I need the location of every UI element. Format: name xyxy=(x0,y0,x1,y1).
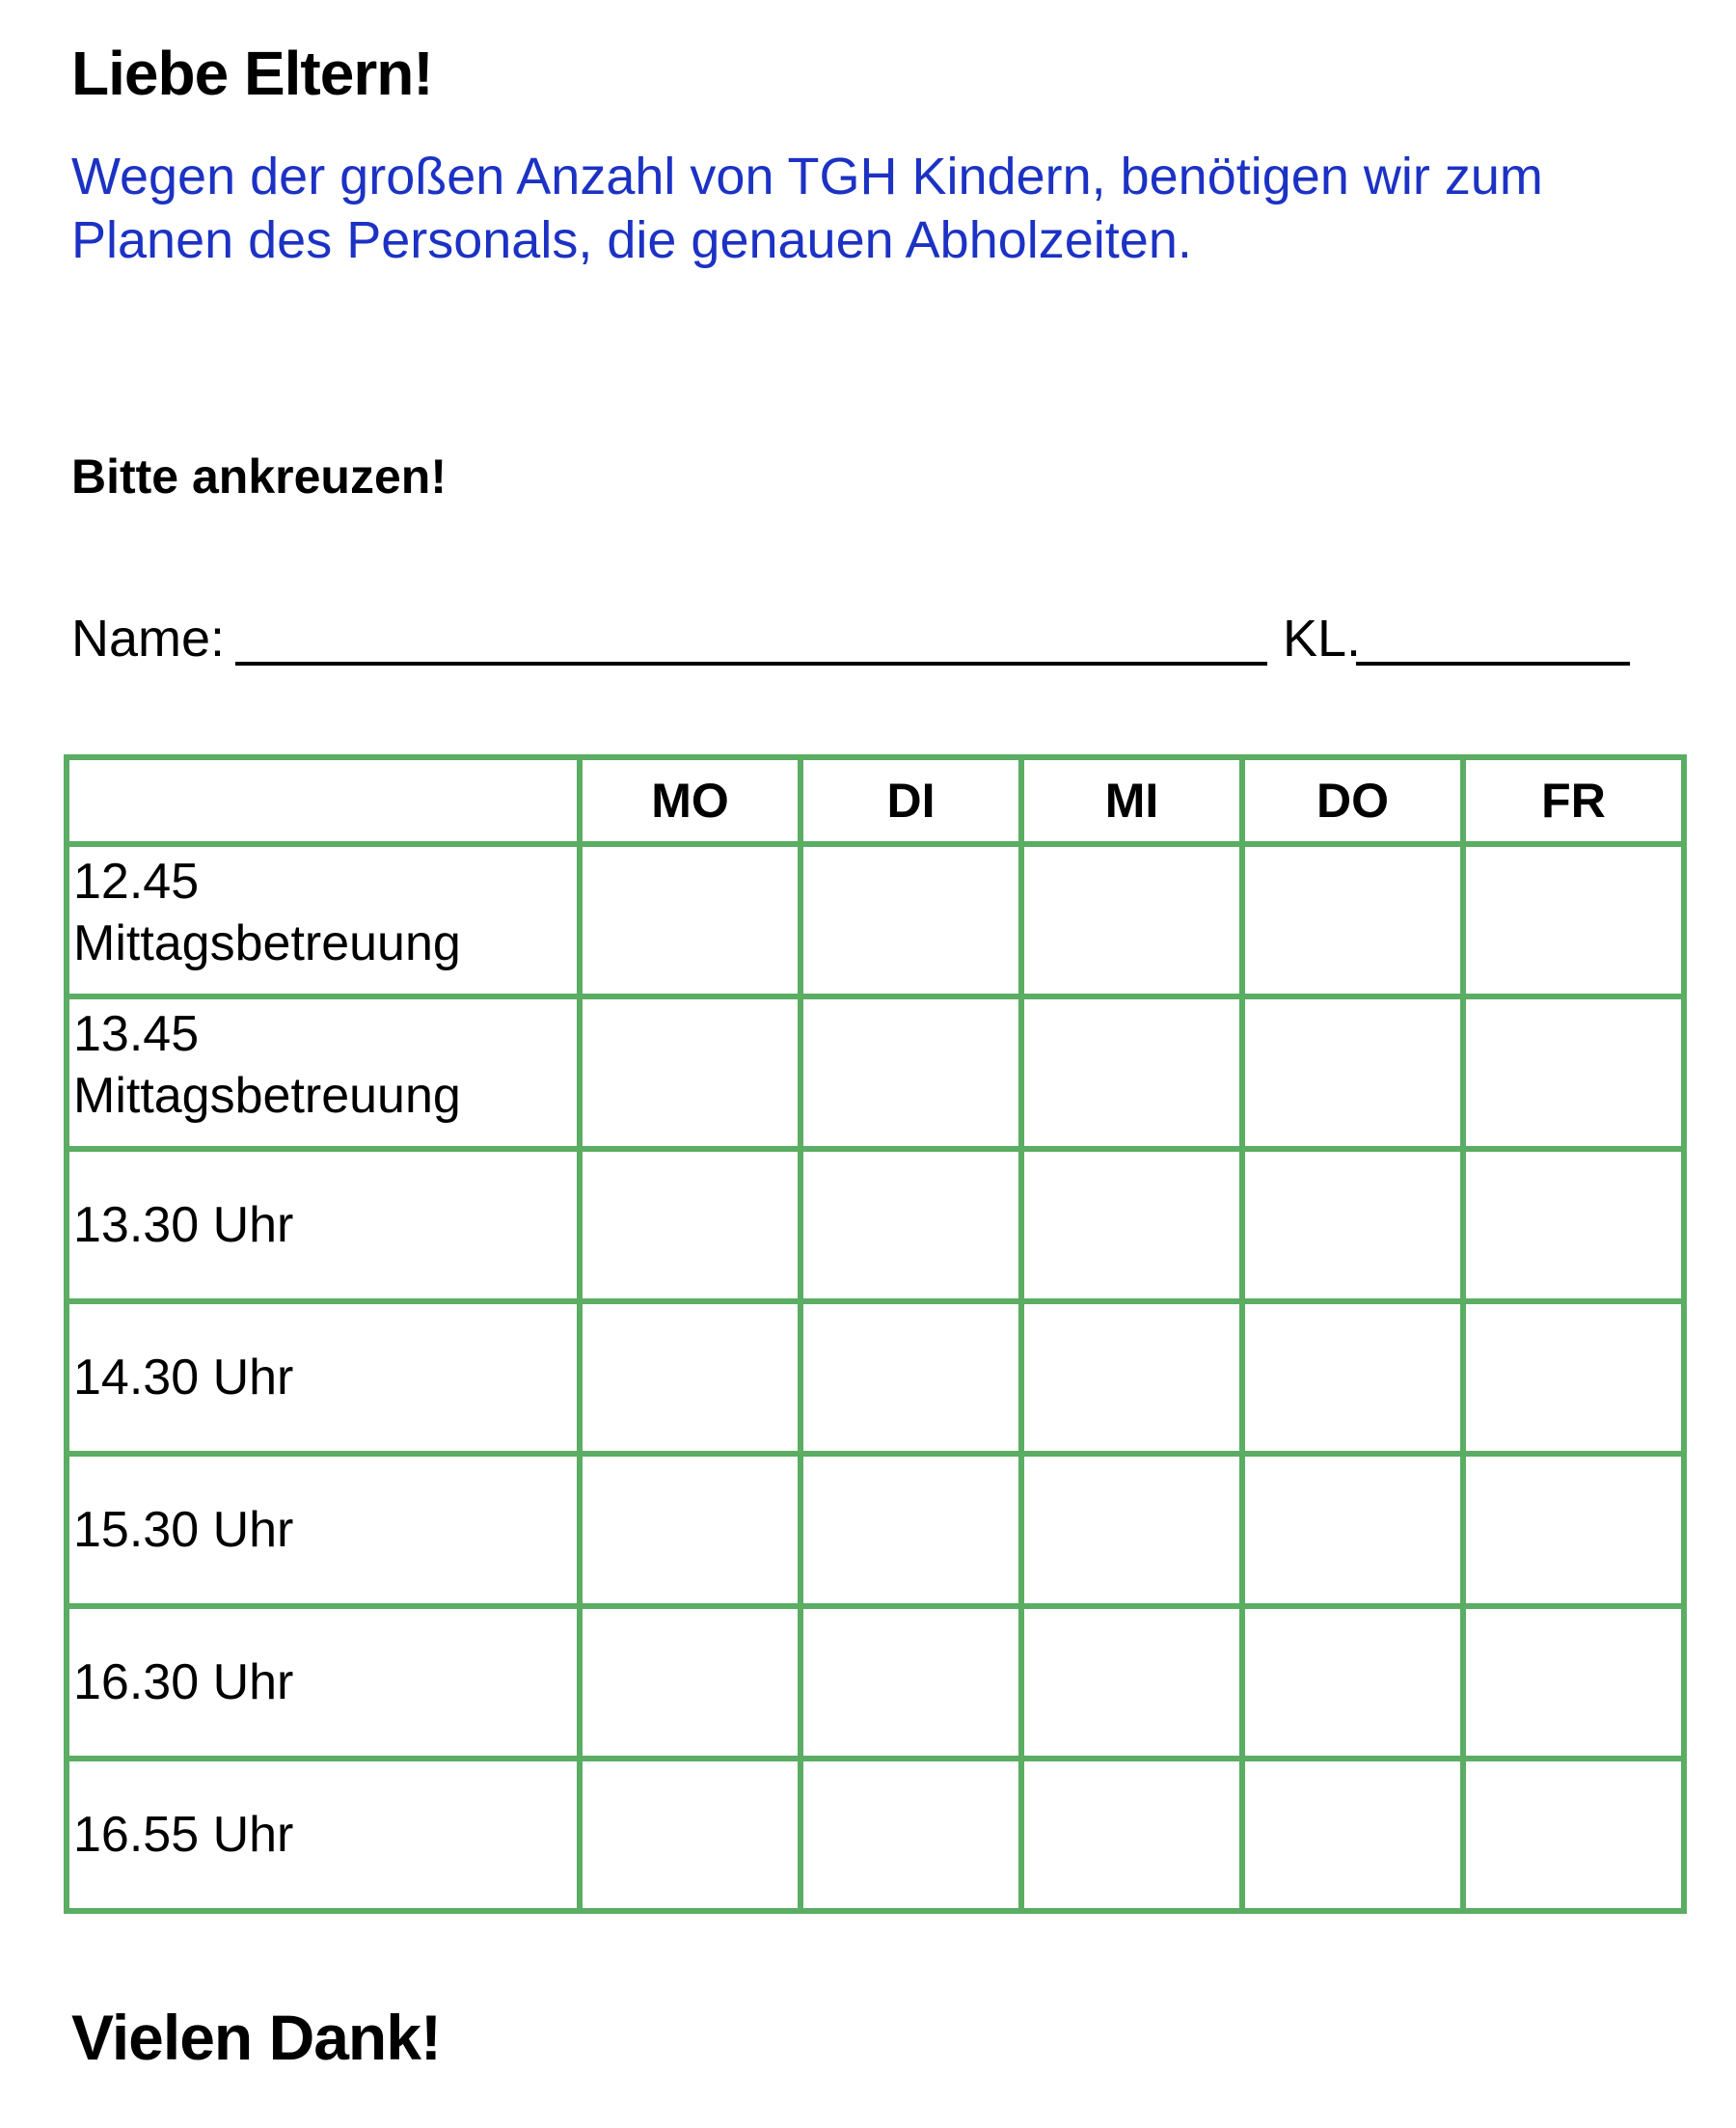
checkbox-cell[interactable] xyxy=(1021,1454,1242,1606)
class-blank-line[interactable] xyxy=(1356,662,1630,666)
pickup-schedule-table xyxy=(64,754,1687,1914)
instruction-heading: Bitte ankreuzen! xyxy=(71,450,447,504)
checkbox-cell[interactable] xyxy=(800,1759,1021,1911)
checkbox-cell[interactable] xyxy=(1242,1454,1463,1606)
checkbox-cell[interactable] xyxy=(580,844,800,996)
checkbox-cell[interactable] xyxy=(1021,1759,1242,1911)
checkbox-cell[interactable] xyxy=(1242,844,1463,996)
table-header-row xyxy=(67,757,1684,844)
time-slot-label: 16.30 Uhr xyxy=(67,1606,580,1759)
name-label: Name: xyxy=(71,610,226,668)
table-row xyxy=(67,1454,1684,1606)
checkbox-cell[interactable] xyxy=(580,1454,800,1606)
checkbox-cell[interactable] xyxy=(800,1149,1021,1301)
checkbox-cell[interactable] xyxy=(800,1301,1021,1454)
checkbox-cell[interactable] xyxy=(580,1759,800,1911)
checkbox-cell[interactable] xyxy=(1463,1606,1684,1759)
time-slot-label: 14.30 Uhr xyxy=(67,1301,580,1454)
checkbox-cell[interactable] xyxy=(1242,1759,1463,1911)
table-row xyxy=(67,1301,1684,1454)
checkbox-cell[interactable] xyxy=(800,996,1021,1149)
checkbox-cell[interactable] xyxy=(1021,1301,1242,1454)
time-slot-label: 16.55 Uhr xyxy=(67,1759,580,1911)
table-row xyxy=(67,996,1684,1149)
checkbox-cell[interactable] xyxy=(1463,1149,1684,1301)
name-blank-line[interactable] xyxy=(235,662,1267,666)
checkbox-cell[interactable] xyxy=(1463,1454,1684,1606)
checkbox-cell[interactable] xyxy=(580,1149,800,1301)
corner-cell xyxy=(67,757,580,844)
checkbox-cell[interactable] xyxy=(1021,844,1242,996)
checkbox-cell[interactable] xyxy=(1463,1759,1684,1911)
table-row xyxy=(67,1149,1684,1301)
checkbox-cell[interactable] xyxy=(1021,996,1242,1149)
closing-heading: Vielen Dank! xyxy=(71,2002,441,2073)
checkbox-cell[interactable] xyxy=(1242,996,1463,1149)
time-slot-label: 13.30 Uhr xyxy=(67,1149,580,1301)
checkbox-cell[interactable] xyxy=(1463,996,1684,1149)
day-header-fr: FR xyxy=(1463,757,1684,844)
day-header-mi: MI xyxy=(1021,757,1242,844)
checkbox-cell[interactable] xyxy=(580,1301,800,1454)
checkbox-cell[interactable] xyxy=(800,1606,1021,1759)
table-row xyxy=(67,1759,1684,1911)
time-slot-note: Mittagsbetreuung xyxy=(73,1068,461,1124)
name-class-line xyxy=(71,604,1643,673)
checkbox-cell[interactable] xyxy=(1242,1606,1463,1759)
checkbox-cell[interactable] xyxy=(580,996,800,1149)
time-slot-label xyxy=(67,996,580,1149)
day-header-di: DI xyxy=(800,757,1021,844)
checkbox-cell[interactable] xyxy=(1463,1301,1684,1454)
day-header-mo: MO xyxy=(580,757,800,844)
intro-paragraph: Wegen der großen Anzahl von TGH Kindern, benötigen wir zum Planen des Personals, die genauen Abholzeiten. xyxy=(71,148,1543,269)
class-label: KL. xyxy=(1283,610,1362,668)
table-row xyxy=(67,844,1684,996)
table-row xyxy=(67,1606,1684,1759)
checkbox-cell[interactable] xyxy=(800,1454,1021,1606)
day-header-do: DO xyxy=(1242,757,1463,844)
checkbox-cell[interactable] xyxy=(1463,844,1684,996)
checkbox-cell[interactable] xyxy=(580,1606,800,1759)
time-slot-time: 12.45 xyxy=(73,854,200,910)
checkbox-cell[interactable] xyxy=(1242,1301,1463,1454)
checkbox-cell[interactable] xyxy=(800,844,1021,996)
time-slot-note: Mittagsbetreuung xyxy=(73,915,461,971)
greeting-heading: Liebe Eltern! xyxy=(71,39,433,108)
checkbox-cell[interactable] xyxy=(1021,1149,1242,1301)
time-slot-label: 15.30 Uhr xyxy=(67,1454,580,1606)
time-slot-label xyxy=(67,844,580,996)
checkbox-cell[interactable] xyxy=(1021,1606,1242,1759)
checkbox-cell[interactable] xyxy=(1242,1149,1463,1301)
time-slot-time: 13.45 xyxy=(73,1006,200,1062)
